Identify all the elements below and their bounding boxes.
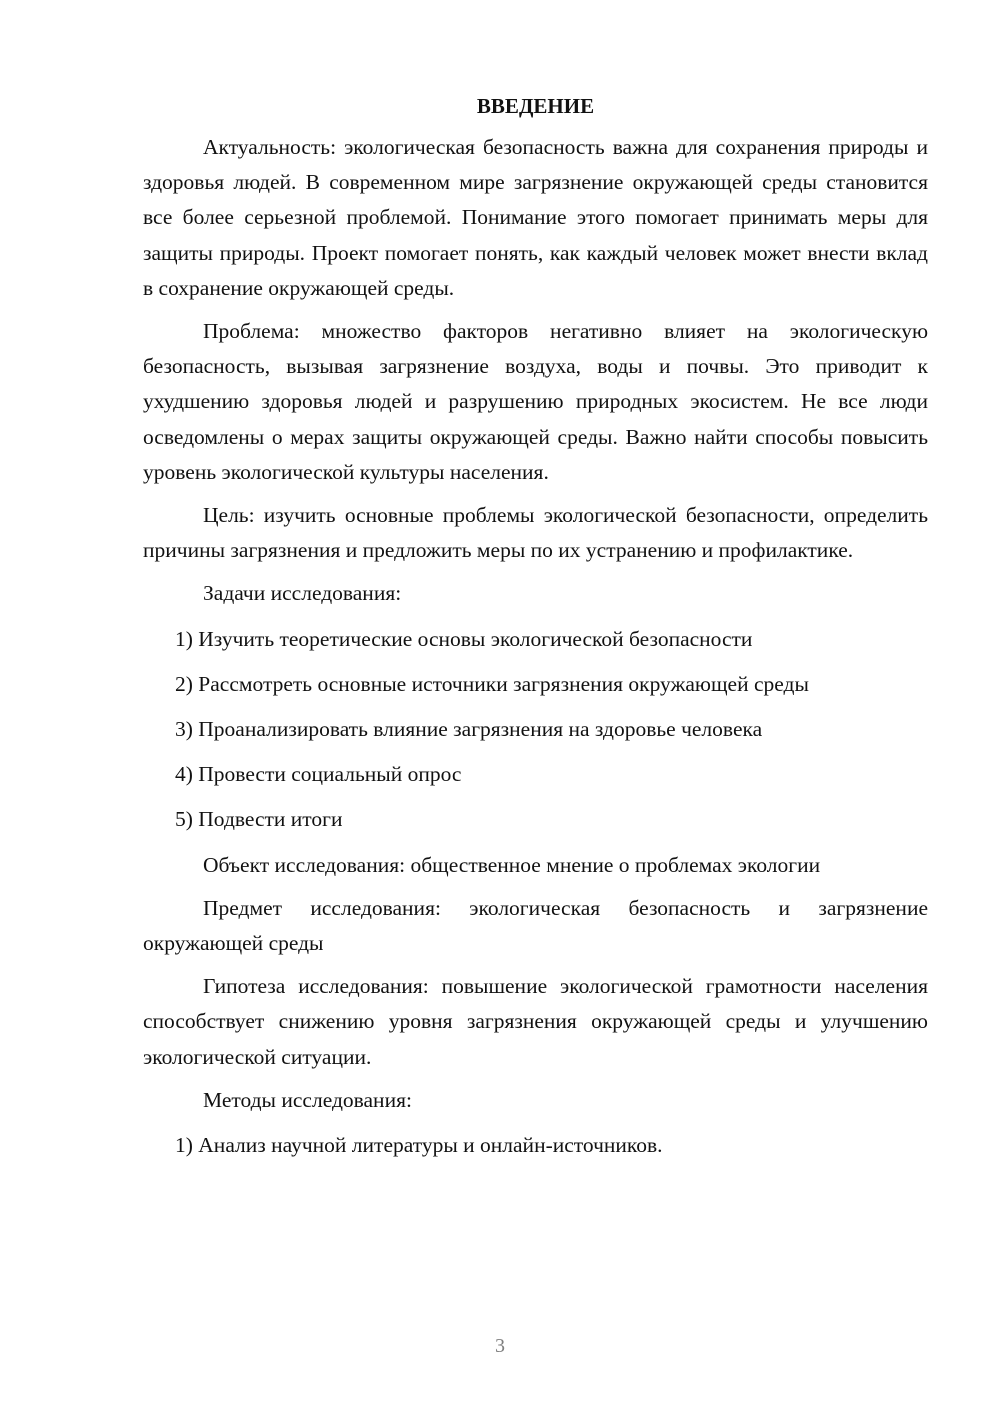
method-item: 1) Анализ научной литературы и онлайн-источников. xyxy=(175,1133,663,1158)
tasks-list xyxy=(143,622,928,838)
relevance-paragraph: Актуальность: экологическая безопасность важна для сохранения природы и здоровья людей. В современном мире загрязнение окружающей среды становится все более серьезной проблемой. Понимание этого помогает принимать меры для защиты природы. Проект помогает понять, как каждый человек может внести вклад в сохранение окружающей среды. xyxy=(143,135,928,300)
hypothesis-paragraph: Гипотеза исследования: повышение экологической грамотности населения способствует снижению уровня загрязнения окружающей среды и улучшению экологической ситуации. xyxy=(143,974,928,1069)
document-title: ВВЕДЕНИЕ xyxy=(476,94,595,118)
goal-paragraph: Цель: изучить основные проблемы экологической безопасности, определить причины загрязнения и предложить меры по их устранению и профилактике. xyxy=(143,503,928,563)
object-paragraph: Объект исследования: общественное мнение о проблемах экологии xyxy=(203,852,821,877)
document-page xyxy=(143,90,928,1173)
task-item: 3) Проанализировать влияние загрязнения на здоровье человека xyxy=(175,717,763,742)
task-item: 4) Провести социальный опрос xyxy=(175,762,462,787)
tasks-heading: Задачи исследования: xyxy=(203,581,402,606)
task-item: 1) Изучить теоретические основы экологической безопасности xyxy=(175,626,753,651)
methods-list xyxy=(143,1128,928,1163)
methods-heading: Методы исследования: xyxy=(203,1087,412,1112)
task-item: 5) Подвести итоги xyxy=(175,807,343,832)
problem-paragraph: Проблема: множество факторов негативно влияет на экологическую безопасность, вызывая загрязнение воздуха, воды и почвы. Это приводит к ухудшению здоровья людей и разрушению природных экосистем. Не все люди осведомлены о мерах защиты окружающей среды. Важно найти способы повысить уровень экологической культуры населения. xyxy=(143,319,928,484)
subject-paragraph: Предмет исследования: экологическая безопасность и загрязнение окружающей среды xyxy=(143,895,928,956)
page-number: 3 xyxy=(495,1335,505,1357)
task-item: 2) Рассмотреть основные источники загрязнения окружающей среды xyxy=(175,671,809,696)
